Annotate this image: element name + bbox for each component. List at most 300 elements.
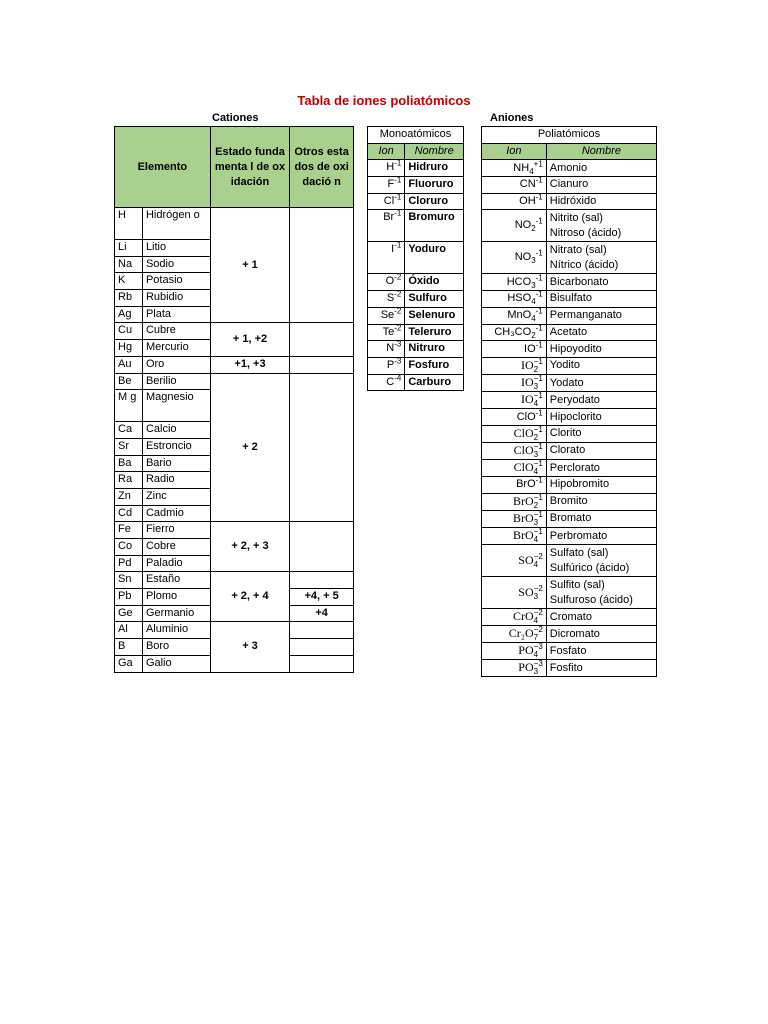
poli-nombre	[546, 210, 656, 242]
ion-sub-sup	[534, 553, 543, 569]
ion-formula: NH	[513, 161, 530, 174]
ion-charge: −1	[533, 459, 543, 469]
poli-ion	[482, 528, 547, 545]
mono-ion	[368, 177, 405, 194]
otros-estados	[290, 323, 354, 356]
poli-header: Poliatómicos	[482, 127, 657, 144]
ion-charge: -1	[394, 240, 402, 250]
poli-nombre	[546, 425, 656, 442]
poli-nombre-line-2: Sulfúrico (ácido)	[549, 561, 630, 574]
ion-charge: −2	[533, 551, 543, 561]
mono-ion	[368, 193, 405, 210]
cation-name: Oro	[142, 356, 210, 373]
poli-nombre-line: Bicarbonato	[549, 275, 609, 288]
ion-charge: −2	[533, 583, 543, 593]
cation-symbol: Au	[115, 356, 143, 373]
ion-formula: BrO	[512, 510, 534, 525]
mono-nombre: Hidruro	[405, 160, 464, 177]
ion-charge: -2	[394, 306, 402, 316]
ion-formula: ClO	[516, 410, 536, 423]
otros-estados	[290, 522, 354, 572]
estado-fundamental: + 2, + 3	[210, 522, 290, 572]
poli-ion	[482, 291, 547, 308]
ion-formula: ClO	[513, 425, 534, 440]
poli-nombre-line: Hidróxido	[549, 195, 597, 208]
poli-nombre	[546, 307, 656, 324]
poli-nombre	[546, 577, 656, 609]
mono-ion	[368, 242, 405, 274]
poli-row	[482, 528, 657, 545]
ion-charge: −2	[533, 625, 543, 635]
ion-subscript: 4	[533, 535, 539, 545]
poli-nombre	[546, 324, 656, 341]
ion-formula: BrO	[512, 493, 534, 508]
poli-nombre-line: Cromato	[549, 610, 592, 623]
ion-sub-sup	[534, 585, 543, 601]
ion-charge: −1	[533, 356, 543, 366]
ion-subscript: 3	[533, 591, 539, 601]
poli-ion	[482, 545, 547, 577]
ion-sub-sup	[534, 375, 543, 391]
header-elemento: Elemento	[115, 127, 211, 208]
ion-charge: -1	[535, 407, 543, 417]
ion-symbol: P	[386, 358, 395, 371]
ion-charge: -1	[535, 175, 543, 185]
cation-symbol: M g	[115, 390, 143, 422]
mono-nombre: Fosfuro	[405, 357, 464, 374]
ion-charge: -1	[394, 192, 402, 202]
ion-charge: -1	[535, 475, 543, 485]
ion-subscript: 4	[533, 467, 539, 477]
cation-name: Paladio	[142, 555, 210, 572]
ion-sub-sup	[534, 528, 543, 544]
mono-nombre: Cloruro	[405, 193, 464, 210]
poli-row	[482, 577, 657, 609]
cation-name: Estaño	[142, 572, 210, 589]
ion-formula: BrO	[512, 528, 534, 542]
cation-row	[115, 356, 354, 373]
ion-formula: IO	[520, 357, 534, 372]
ion-charge: -1	[535, 323, 543, 333]
ion-charge: −1	[533, 442, 543, 452]
poli-nombre	[546, 242, 656, 274]
ion-symbol: O	[385, 275, 395, 288]
mono-row	[368, 374, 464, 391]
poli-nombre-line: Bromato	[549, 512, 592, 525]
ion-charge: −1	[533, 510, 543, 519]
ion-sub-sup	[534, 460, 543, 476]
poli-nombre	[546, 341, 656, 358]
mono-ion	[368, 291, 405, 308]
mono-ion	[368, 374, 405, 391]
poli-nombre-line: Dicromato	[549, 627, 600, 640]
ion-charge: -1	[535, 273, 543, 283]
poli-row	[482, 643, 657, 660]
cation-name: Bario	[142, 455, 210, 472]
ion-formula: NO	[514, 251, 532, 264]
ion-subscript: 2	[531, 331, 536, 341]
ion-charge: -2	[394, 272, 402, 282]
cation-symbol: Sn	[115, 572, 143, 589]
poli-row	[482, 274, 657, 291]
mono-row	[368, 177, 464, 194]
cation-symbol: Ga	[115, 655, 143, 672]
poli-nombre	[546, 493, 656, 510]
estado-fundamental: + 2, + 4	[210, 572, 290, 622]
page-title: Tabla de iones poliatómicos	[297, 93, 471, 108]
ion-subscript: 4	[531, 314, 536, 324]
poli-ion	[482, 643, 547, 660]
cation-symbol: Zn	[115, 488, 143, 505]
poli-row	[482, 210, 657, 242]
cation-name: Litio	[142, 240, 210, 257]
ion-charge: -2	[394, 289, 402, 299]
poli-nombre-line: Permanganato	[549, 309, 622, 322]
ion-sub-sup	[534, 392, 543, 408]
ion-charge: −1	[533, 527, 543, 537]
cation-name: Potasio	[142, 273, 210, 290]
poli-nombre	[546, 528, 656, 545]
poli-ion	[482, 274, 547, 291]
ion-symbol: Se	[380, 308, 395, 321]
mono-header: Monoatómicos	[368, 127, 464, 144]
aniones-caption: Aniones	[490, 112, 534, 124]
poli-row	[482, 291, 657, 308]
poli-row	[482, 510, 657, 527]
ion-sub-sup	[534, 609, 543, 625]
mono-col-ion: Ion	[368, 143, 405, 160]
poli-ion	[482, 307, 547, 324]
cation-name: Mercurio	[142, 340, 210, 357]
poli-nombre-line: Bisulfato	[549, 292, 592, 305]
poli-ion	[482, 177, 547, 194]
ion-symbol: F	[387, 178, 395, 191]
ion-formula: IO	[524, 342, 536, 355]
poli-col-ion: Ion	[482, 143, 547, 160]
cation-name: Fierro	[142, 522, 210, 539]
estado-fundamental: + 1, +2	[210, 323, 290, 356]
poli-nombre-line-2: Nitroso (ácido)	[549, 226, 622, 239]
otros-estados: +4, + 5	[290, 589, 354, 606]
poli-nombre	[546, 510, 656, 527]
mono-nombre: Sulfuro	[405, 291, 464, 308]
mono-row	[368, 193, 464, 210]
ion-charge: -4	[394, 372, 402, 382]
ion-formula: ClO	[513, 460, 534, 475]
poli-ion	[482, 577, 547, 609]
ion-formula: OH	[519, 195, 536, 208]
cation-symbol: Co	[115, 539, 143, 556]
ion-formula: SO	[518, 584, 534, 599]
cation-name: Plomo	[142, 589, 210, 606]
poli-ion	[482, 341, 547, 358]
poli-row	[482, 177, 657, 194]
ion-formula: HCO	[506, 275, 532, 288]
ion-sub-sup	[534, 626, 543, 642]
cation-name: Galio	[142, 655, 210, 672]
ion-symbol: S	[386, 292, 395, 305]
ion-formula: PO	[518, 660, 534, 675]
cation-symbol: Ca	[115, 422, 143, 439]
ion-charge: -1	[535, 216, 543, 226]
cation-name: Sodio	[142, 256, 210, 273]
poli-nombre-line: Nitrato (sal)	[549, 243, 607, 256]
cation-row	[115, 323, 354, 340]
poli-ion	[482, 409, 547, 426]
mono-ion	[368, 324, 405, 341]
poli-nombre-line: Nitrito (sal)	[549, 211, 603, 224]
cation-name: Estroncio	[142, 438, 210, 455]
poli-nombre	[546, 177, 656, 194]
poli-row	[482, 392, 657, 409]
poli-nombre-line: Bromito	[549, 495, 588, 508]
poli-ion	[482, 609, 547, 626]
ion-charge: -3	[394, 339, 402, 349]
poli-ion	[482, 392, 547, 409]
poli-nombre	[546, 291, 656, 308]
cation-symbol: Hg	[115, 340, 143, 357]
ion-charge: +1	[533, 159, 543, 169]
poli-nombre-line: Amonio	[549, 161, 588, 174]
poli-nombre-line: Fosfito	[549, 661, 583, 674]
poli-nombre-line: Cianuro	[549, 178, 589, 191]
ion-charge: -1	[394, 158, 402, 168]
ion-charge: −1	[533, 391, 543, 401]
mono-nombre: Óxido	[405, 274, 464, 291]
mono-ion	[368, 210, 405, 242]
poli-ion	[482, 193, 547, 210]
poli-ion	[482, 160, 547, 177]
mono-ion	[368, 341, 405, 358]
cation-symbol: Al	[115, 622, 143, 639]
poli-row	[482, 160, 657, 177]
cation-name: Hidrógen o	[142, 208, 210, 240]
ion-formula: NO	[514, 219, 532, 232]
poli-nombre-line: Sulfato (sal)	[549, 546, 609, 559]
ion-charge: -1	[535, 306, 543, 316]
mono-row	[368, 160, 464, 177]
cation-name: Radio	[142, 472, 210, 489]
poli-nombre-line: Peryodato	[549, 393, 600, 406]
cationes-table	[114, 126, 354, 673]
poli-ion	[482, 425, 547, 442]
estado-fundamental: + 2	[210, 373, 290, 522]
mono-ion	[368, 160, 405, 177]
poli-nombre-line: Clorito	[549, 427, 582, 440]
poli-ion	[482, 660, 547, 677]
poli-nombre-line: Fosfato	[549, 644, 587, 657]
cation-row	[115, 373, 354, 390]
ion-subscript: 2	[533, 364, 539, 374]
ion-formula: CH₃CO	[494, 325, 532, 338]
ion-charge: -1	[535, 248, 543, 258]
ion-formula: CN	[519, 178, 536, 191]
poli-nombre-line: Hipobromito	[549, 478, 610, 491]
ion-subscript: 4	[533, 399, 539, 409]
header-estado: Estado fundamenta l de oxidación	[210, 127, 290, 208]
poli-row	[482, 425, 657, 442]
ion-sub-sup	[534, 443, 543, 459]
poli-row	[482, 660, 657, 677]
otros-estados	[290, 373, 354, 522]
cation-name: Plata	[142, 306, 210, 323]
cation-name: Aluminio	[142, 622, 210, 639]
poli-nombre	[546, 392, 656, 409]
ion-symbol: H	[386, 161, 395, 174]
cation-name: Calcio	[142, 422, 210, 439]
poli-row	[482, 442, 657, 459]
poli-row	[482, 193, 657, 210]
ion-charge: −3	[533, 659, 543, 669]
ion-charge: -3	[394, 356, 402, 366]
ion-subscript: 4	[531, 297, 536, 307]
otros-estados	[290, 208, 354, 323]
ion-subscript: 3	[531, 256, 536, 266]
ion-formula: CrO	[512, 609, 534, 624]
poli-ion	[482, 242, 547, 274]
cation-name: Zinc	[142, 488, 210, 505]
cation-name: Cadmio	[142, 505, 210, 522]
poli-row	[482, 374, 657, 391]
ion-subscript: 2	[531, 224, 536, 234]
poli-ion	[482, 510, 547, 527]
mono-row	[368, 324, 464, 341]
poli-nombre	[546, 460, 656, 477]
ion-sub-sup	[534, 494, 543, 510]
cation-symbol: Pd	[115, 555, 143, 572]
estado-fundamental: +1, +3	[210, 356, 290, 373]
mono-nombre: Fluoruro	[405, 177, 464, 194]
poli-nombre-line: Hipoclorito	[549, 410, 602, 423]
otros-estados	[290, 622, 354, 639]
cation-symbol: Cu	[115, 323, 143, 340]
cation-symbol: Li	[115, 240, 143, 257]
poli-nombre-line-2: Sulfuroso (ácido)	[549, 593, 633, 606]
ion-formula: BrO	[516, 478, 536, 491]
poli-ion	[482, 477, 547, 494]
cation-symbol: Rb	[115, 290, 143, 307]
poli-nombre	[546, 409, 656, 426]
cation-row	[115, 572, 354, 589]
poli-row	[482, 477, 657, 494]
poli-row	[482, 307, 657, 324]
ion-subscript: 7	[533, 633, 539, 643]
ion-charge: -1	[535, 289, 543, 299]
ion-formula: SO	[518, 552, 534, 567]
poli-nombre	[546, 660, 656, 677]
ion-symbol: N	[386, 342, 395, 355]
mono-nombre: Selenuro	[405, 307, 464, 324]
ion-subscript: 2	[533, 432, 539, 442]
header-otros: Otros estados de oxidació n	[290, 127, 354, 208]
poli-nombre	[546, 193, 656, 210]
cation-row	[115, 208, 354, 240]
poli-ion	[482, 626, 547, 643]
otros-estados	[290, 356, 354, 373]
poli-nombre	[546, 274, 656, 291]
ion-charge: −1	[533, 492, 543, 502]
ion-subscript: 4	[533, 650, 539, 660]
cation-symbol: Na	[115, 256, 143, 273]
ion-charge: -2	[394, 322, 402, 332]
cationes-caption: Cationes	[212, 112, 259, 124]
ion-subscript: 3	[533, 382, 539, 392]
cation-name: Magnesio	[142, 390, 210, 422]
ion-charge: −1	[533, 374, 543, 384]
poli-row	[482, 409, 657, 426]
poli-nombre-line-2: Nítrico (ácido)	[549, 258, 619, 271]
mono-nombre: Carburo	[405, 374, 464, 391]
mono-ion	[368, 274, 405, 291]
poli-nombre	[546, 374, 656, 391]
poli-nombre-line: Perclorato	[549, 461, 600, 474]
poli-ion	[482, 324, 547, 341]
ion-subscript: 3	[533, 450, 539, 460]
poli-row	[482, 609, 657, 626]
poli-nombre-line: Perbromato	[549, 529, 608, 542]
mono-row	[368, 341, 464, 358]
ion-charge: -1	[535, 339, 543, 349]
cation-name: Rubidio	[142, 290, 210, 307]
cation-symbol: Pb	[115, 589, 143, 606]
poli-nombre-line: Clorato	[549, 444, 586, 457]
poli-row	[482, 324, 657, 341]
poli-nombre	[546, 477, 656, 494]
poli-nombre	[546, 626, 656, 643]
mono-row	[368, 242, 464, 274]
cation-row	[115, 622, 354, 639]
poli-row	[482, 493, 657, 510]
otros-estados	[290, 639, 354, 656]
mono-row	[368, 357, 464, 374]
poli-ion	[482, 460, 547, 477]
ion-sub-sup	[534, 358, 543, 374]
ion-symbol: C	[386, 375, 395, 388]
poli-ion	[482, 493, 547, 510]
monoatomicos-table	[367, 126, 464, 391]
ion-sub-sup	[534, 643, 543, 659]
ion-sub-sup	[534, 511, 543, 527]
mono-row	[368, 291, 464, 308]
otros-estados: +4	[290, 605, 354, 622]
ion-charge: -1	[394, 208, 402, 218]
poli-nombre	[546, 643, 656, 660]
poli-nombre	[546, 609, 656, 626]
cation-symbol: Cd	[115, 505, 143, 522]
cation-symbol: K	[115, 273, 143, 290]
ion-formula: PO	[518, 643, 534, 658]
ion-subscript: 4	[533, 559, 539, 569]
ion-subscript: 3	[533, 667, 539, 677]
ion-symbol: Te	[382, 325, 395, 338]
cation-symbol: Ra	[115, 472, 143, 489]
poli-row	[482, 626, 657, 643]
poli-nombre-line: Acetato	[549, 325, 588, 338]
poli-nombre-line: Yodito	[549, 359, 580, 372]
ion-subscript: 3	[531, 280, 536, 290]
mono-nombre: Teleruro	[405, 324, 464, 341]
cation-name: Berilio	[142, 373, 210, 390]
ion-sub-sup	[534, 426, 543, 442]
ion-formula: IO	[520, 392, 534, 407]
cation-name: Boro	[142, 639, 210, 656]
cation-row	[115, 522, 354, 539]
cation-symbol: Be	[115, 373, 143, 390]
ion-formula: HSO	[507, 292, 532, 305]
ion-charge: −1	[533, 424, 543, 434]
poli-row	[482, 357, 657, 374]
mono-nombre: Nitruro	[405, 341, 464, 358]
